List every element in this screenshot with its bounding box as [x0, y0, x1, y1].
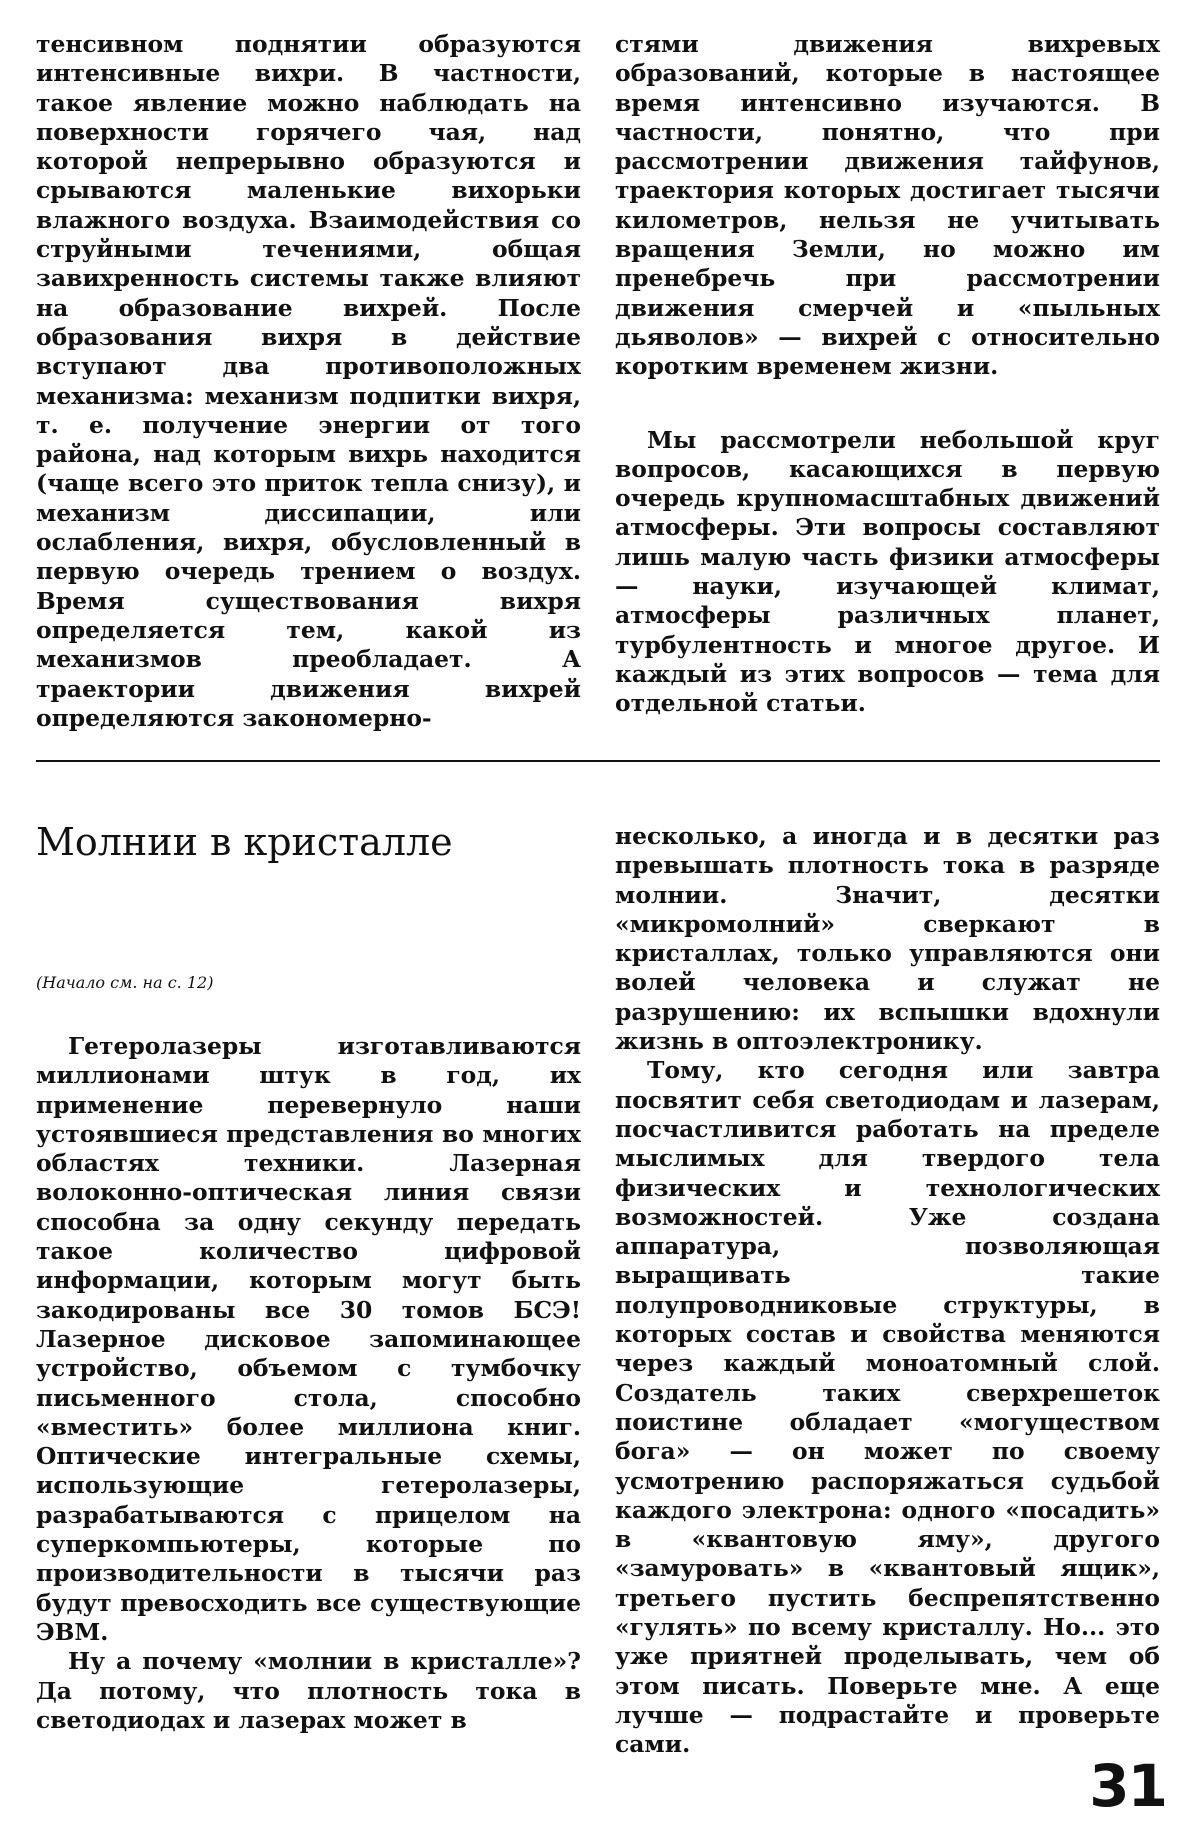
top-left-column — [36, 30, 581, 733]
section-divider — [36, 760, 1160, 762]
top-right-column — [615, 30, 1160, 719]
continued-note: (Начало см. на с. 12) — [36, 973, 214, 992]
paragraph: Тому, кто сегодня или завтра посвятит себя светодиодам и лазерам, посчастливится работать на пределе мыслимых для твердого тела физических и технологических возможностей. Уже создана аппаратура, позволяющая выращивать такие полупроводниковые структуры, в которых состав и свойства меняются через каждый моноатомный слой. Создатель таких сверхрешеток поистине обладает «могуществом бога» — он может по своему усмотрению распоряжаться судьбой каждого электрона: одного «посадить» в «квантовую яму», другого «замуровать» в «квантовый ящик», третьего пустить беспрепятственно «гулять» по всему кристаллу. Но... это уже приятней проделывать, чем об этом писать. Поверьте мне. А еще лучше — подрастайте и проверьте сами. — [615, 1056, 1160, 1759]
paragraph: Гетеролазеры изготавливаются миллионами штук в год, их применение перевернуло наши устоявшиеся представления во многих областях техники. Лазерная волоконно-оптическая линия связи способна за одну секунду передать такое количество цифровой информации, которым могут быть закодированы все 30 томов БСЭ! Лазерное дисковое запоминающее устройство, объемом с тумбочку письменного стола, способно «вместить» более миллиона книг. Оптические интегральные схемы, использующие гетеролазеры, разрабатываются с прицелом на суперкомпьютеры, которые по производительности в тысячи раз будут превосходить все существующие ЭВМ. — [36, 1032, 581, 1646]
paragraph: несколько, а иногда и в десятки раз превышать плотность тока в разряде молнии. Значит, десятки «микромолний» сверкают в кристаллах, только управляются они волей человека и служат не разрушению: их вспышки вдохнули жизнь в оптоэлектронику. — [615, 822, 1160, 1056]
paragraph: Мы рассмотрели небольшой круг вопросов, касающихся в первую очередь крупномасштабных движений атмосферы. Эти вопросы составляют лишь малую часть физики атмосферы — науки, изучающей климат, атмосферы различных планет, турбулентность и многое другое. И каждый из этих вопросов — тема для отдельной статьи. — [615, 425, 1160, 718]
article-right-column — [615, 822, 1160, 1760]
paragraph: стями движения вихревых образований, которые в настоящее время интенсивно изучаются. В частности, понятно, что при рассмотрении движения тайфунов, траектория которых достигает тысячи километров, нельзя не учитывать вращения Земли, но можно им пренебречь при рассмотрении движения смерчей и «пыльных дьяволов» — вихрей с относительно коротким временем жизни. — [615, 30, 1160, 381]
article-title: Молнии в кристалле — [36, 820, 453, 864]
page-number: 31 — [1089, 1752, 1166, 1820]
paragraph: тенсивном поднятии образуются интенсивные вихри. В частности, такое явление можно наблюдать на поверхности горячего чая, над которой непрерывно образуются и срываются маленькие вихорьки влажного воздуха. Взаимодействия со струйными течениями, общая завихренность системы также влияют на образование вихрей. После образования вихря в действие вступают два противоположных механизма: механизм подпитки вихря, т. е. получение энергии от того района, над которым вихрь находится (чаще всего это приток тепла снизу), и механизм диссипации, или ослабления, вихря, обусловленный в первую очередь трением о воздух. Время существования вихря определяется тем, какой из механизмов преобладает. А траектории движения вихрей определяются закономерно- — [36, 30, 581, 732]
paragraph: Ну а почему «молнии в кристалле»? Да потому, что плотность тока в светодиодах и лазерах может в — [36, 1647, 581, 1734]
article-left-column — [36, 1032, 581, 1735]
